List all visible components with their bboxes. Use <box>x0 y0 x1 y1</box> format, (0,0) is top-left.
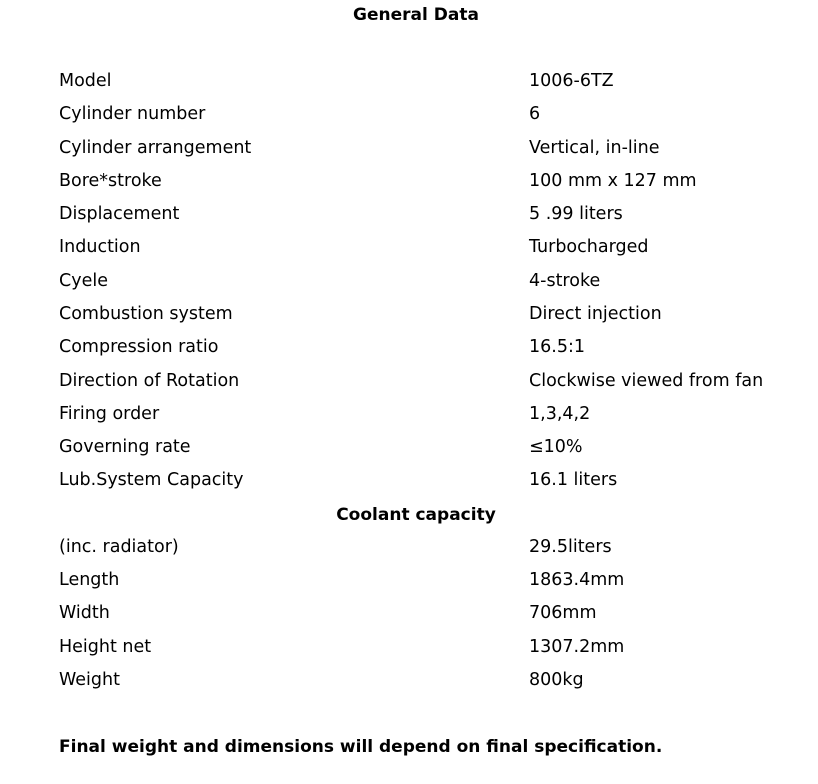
spec-label: Induction <box>59 237 141 257</box>
spec-value: 1006-6TZ <box>529 71 614 91</box>
spec-label: (inc. radiator) <box>59 537 179 557</box>
spec-row-inc-radiator <box>0 536 818 569</box>
spec-value: 16.5:1 <box>529 337 585 357</box>
spec-label: Bore*stroke <box>59 171 162 191</box>
spec-value: Clockwise viewed from fan <box>529 371 764 391</box>
spec-label: Cylinder arrangement <box>59 138 252 158</box>
spec-row-cycle <box>0 270 818 303</box>
spec-label: Direction of Rotation <box>59 371 240 391</box>
spec-label: Height net <box>59 637 152 657</box>
spec-label: Length <box>59 570 120 590</box>
spec-label: Combustion system <box>59 304 233 324</box>
spec-label: Displacement <box>59 204 180 224</box>
spec-value: 706mm <box>529 603 597 623</box>
spec-label: Model <box>59 71 112 91</box>
spec-row-width <box>0 602 818 635</box>
spec-label: Firing order <box>59 404 160 424</box>
spec-value: 100 mm x 127 mm <box>529 171 697 191</box>
spec-label: Lub.System Capacity <box>59 470 244 490</box>
spec-row-weight <box>0 669 818 702</box>
spec-row-model <box>0 70 818 103</box>
general-data-title: General Data <box>353 5 479 25</box>
spec-value: 29.5liters <box>529 537 612 557</box>
spec-value: Turbocharged <box>529 237 649 257</box>
spec-value: ≤10% <box>529 437 583 457</box>
spec-label: Compression ratio <box>59 337 219 357</box>
spec-value: 5 .99 liters <box>529 204 623 224</box>
spec-value: 6 <box>529 104 541 124</box>
spec-row-direction-of-rotation <box>0 370 818 403</box>
spec-row-combustion-system <box>0 303 818 336</box>
spec-label: Cylinder number <box>59 104 206 124</box>
spec-row-cylinder-arrangement <box>0 137 818 170</box>
spec-value: Vertical, in-line <box>529 138 660 158</box>
spec-row-induction <box>0 236 818 269</box>
spec-row-firing-order <box>0 403 818 436</box>
spec-row-cylinder-number <box>0 103 818 136</box>
spec-value: Direct injection <box>529 304 662 324</box>
spec-row-lub-system-capacity <box>0 469 818 502</box>
spec-value: 4-stroke <box>529 271 601 291</box>
spec-value: 16.1 liters <box>529 470 618 490</box>
spec-label: Width <box>59 603 110 623</box>
spec-value: 1307.2mm <box>529 637 625 657</box>
spec-label: Cyele <box>59 271 108 291</box>
spec-row-compression-ratio <box>0 336 818 369</box>
spec-row-length <box>0 569 818 602</box>
spec-value: 1,3,4,2 <box>529 404 591 424</box>
spec-row-governing-rate <box>0 436 818 469</box>
spec-value: 800kg <box>529 670 584 690</box>
spec-row-bore-stroke <box>0 170 818 203</box>
spec-value: 1863.4mm <box>529 570 625 590</box>
spec-label: Governing rate <box>59 437 191 457</box>
spec-row-displacement <box>0 203 818 236</box>
spec-label: Weight <box>59 670 120 690</box>
coolant-capacity-title: Coolant capacity <box>336 505 496 525</box>
spec-row-height-net <box>0 636 818 669</box>
footer-note: Final weight and dimensions will depend on final specification. <box>59 737 663 757</box>
